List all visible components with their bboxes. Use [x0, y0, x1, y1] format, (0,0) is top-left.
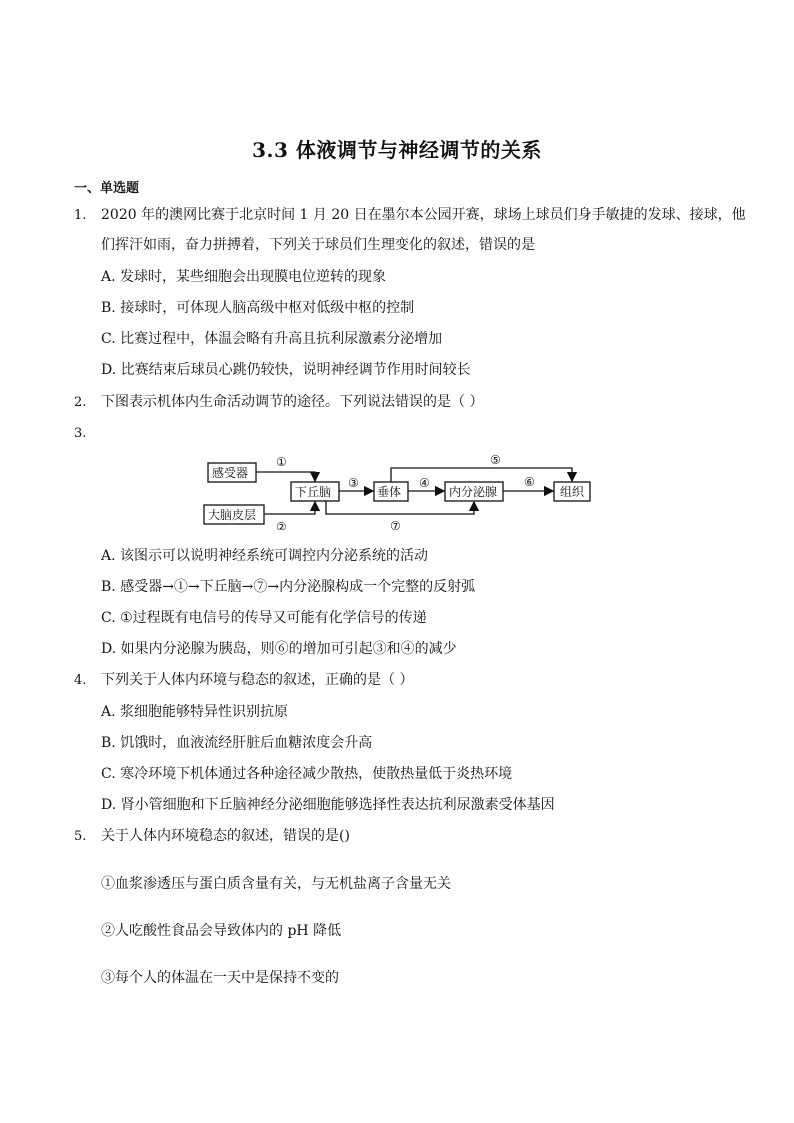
option-b: B. 饥饿时，血液流经肝脏后血糖浓度会升高: [101, 735, 373, 751]
step-label-4: ④: [419, 476, 430, 490]
question-number: 4.: [74, 673, 87, 688]
label-receptor: 感受器: [212, 466, 249, 480]
question-stem: 们挥汗如雨，奋力拼搏着，下列关于球员们生理变化的叙述，错误的是: [101, 237, 535, 253]
option-a: A. 该图示可以说明神经系统可调控内分泌系统的活动: [101, 548, 429, 564]
label-hypothalamus: 下丘脑: [295, 485, 332, 499]
regulation-pathway-diagram: [200, 448, 600, 530]
question-number: 5.: [74, 829, 87, 844]
step-label-6: ⑥: [524, 475, 535, 489]
question-number: 3.: [74, 426, 87, 441]
option-d: D. 比赛结束后球员心跳仍较快，说明神经调节作用时间较长: [101, 362, 471, 378]
option-b: B. 接球时，可体现人脑高级中枢对低级中枢的控制: [101, 300, 415, 316]
step-label-3: ③: [348, 476, 359, 490]
option-c: C. 比赛过程中，体温会略有升高且抗利尿激素分泌增加: [101, 331, 443, 347]
statement-3: ③每个人的体温在一天中是保持不变的: [101, 970, 339, 986]
step-label-7: ⑦: [390, 519, 401, 530]
label-pituitary: 垂体: [377, 485, 402, 499]
page-title: 3.3 体液调节与神经调节的关系: [252, 138, 542, 162]
question-number: 1.: [74, 208, 87, 223]
option-c: C. 寒冷环境下机体通过各种途径减少散热，使散热量低于炎热环境: [101, 766, 513, 782]
question-stem: 下图表示机体内生命活动调节的途径。下列说法错误的是（ ）: [101, 394, 484, 410]
question-stem: 下列关于人体内环境与稳态的叙述，正确的是（ ）: [101, 672, 414, 688]
question-stem: 关于人体内环境稳态的叙述，错误的是(): [101, 828, 350, 844]
label-gland: 内分泌腺: [449, 485, 498, 499]
option-a: A. 浆细胞能够特异性识别抗原: [101, 704, 289, 720]
section-heading: 一、单选题: [74, 181, 140, 196]
step-label-2: ②: [276, 520, 287, 530]
option-d: D. 肾小管细胞和下丘脑神经分泌细胞能够选择性表达抗利尿激素受体基因: [101, 797, 555, 813]
label-tissue: 组织: [560, 485, 585, 499]
statement-1: ①血浆渗透压与蛋白质含量有关，与无机盐离子含量无关: [101, 876, 451, 892]
option-b: B. 感受器→①→下丘脑→⑦→内分泌腺构成一个完整的反射弧: [101, 579, 476, 595]
step-label-5: ⑤: [490, 453, 501, 467]
label-cortex: 大脑皮层: [208, 508, 257, 522]
statement-2: ②人吃酸性食品会导致体内的 pH 降低: [101, 923, 342, 939]
question-stem: 2020 年的澳网比赛于北京时间 1 月 20 日在墨尔本公园开赛，球场上球员们身手敏捷的发球、接球，他: [101, 207, 746, 223]
option-c: C. ①过程既有电信号的传导又可能有化学信号的传递: [101, 610, 427, 626]
option-a: A. 发球时，某些细胞会出现膜电位逆转的现象: [101, 269, 387, 285]
step-label-1: ①: [276, 455, 287, 469]
question-number: 2.: [74, 395, 87, 410]
option-d: D. 如果内分泌腺为胰岛，则⑥的增加可引起③和④的减少: [101, 641, 457, 657]
